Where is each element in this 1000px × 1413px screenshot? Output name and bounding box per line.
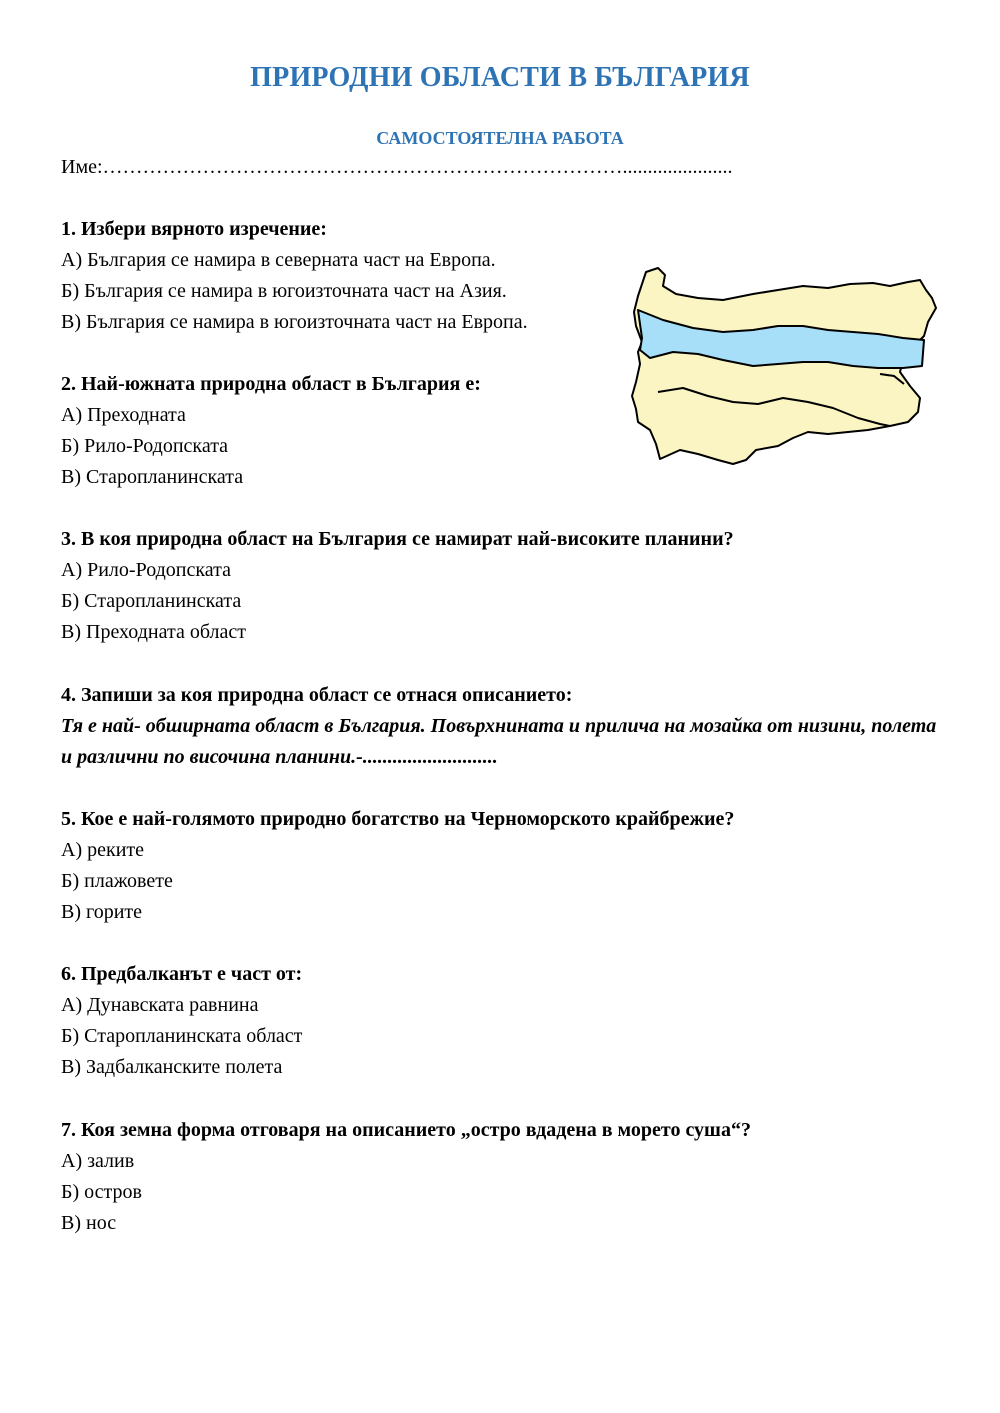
- answer-option[interactable]: А) България се намира в северната част на Европа.: [61, 249, 496, 271]
- name-field[interactable]: Име:……………………………………………………………………......................: [61, 156, 733, 178]
- question-1: [61, 214, 528, 338]
- bulgaria-regions-map-icon: [628, 264, 943, 469]
- question-2: [61, 369, 481, 493]
- answer-option[interactable]: Б) остров: [61, 1181, 142, 1203]
- answer-option[interactable]: Б) Рило-Родопската: [61, 435, 229, 457]
- question-heading: 4. Запиши за коя природна област се отнася описанието:: [61, 684, 573, 706]
- page-title: ПРИРОДНИ ОБЛАСТИ В БЪЛГАРИЯ: [250, 62, 750, 93]
- answer-option[interactable]: В) Преходната област: [61, 621, 246, 643]
- answer-option[interactable]: Б) Старопланинската: [61, 590, 242, 612]
- question-5: [61, 804, 734, 928]
- question-description-answer-field[interactable]: Тя е най- обширната област в България. Повърхнината и прилича на мозайка от низини, полета и различни по височина планини.-...........................: [61, 715, 937, 768]
- answer-option[interactable]: В) България се намира в югоизточната част на Европа.: [61, 311, 528, 333]
- answer-option[interactable]: А) Рило-Родопската: [61, 559, 232, 581]
- answer-option[interactable]: В) нос: [61, 1212, 117, 1234]
- question-4: [61, 680, 941, 773]
- question-heading: 6. Предбалканът е част от:: [61, 963, 303, 985]
- answer-option[interactable]: А) Преходната: [61, 404, 186, 426]
- question-heading: 1. Избери вярното изречение:: [61, 218, 327, 240]
- answer-option[interactable]: В) горите: [61, 901, 143, 923]
- question-heading: 7. Коя земна форма отговаря на описанието „остро вдадена в морето суша“?: [61, 1119, 751, 1141]
- question-heading: 2. Най-южната природна област в България е:: [61, 373, 481, 395]
- answer-option[interactable]: Б) България се намира в югоизточната част на Азия.: [61, 280, 507, 302]
- answer-option[interactable]: А) реките: [61, 839, 145, 861]
- answer-option[interactable]: Б) Старопланинската област: [61, 1025, 303, 1047]
- question-3: [61, 524, 734, 648]
- question-heading: 5. Кое е най-голямото природно богатство на Черноморското крайбрежие?: [61, 808, 735, 830]
- page-subtitle: САМОСТОЯТЕЛНА РАБОТА: [376, 128, 624, 148]
- question-6: [61, 959, 302, 1083]
- answer-option[interactable]: А) залив: [61, 1150, 135, 1172]
- answer-option[interactable]: А) Дунавската равнина: [61, 994, 259, 1016]
- answer-option[interactable]: В) Задбалканските полета: [61, 1056, 283, 1078]
- question-7: [61, 1115, 751, 1239]
- question-heading: 3. В коя природна област на България се намират най-високите планини?: [61, 528, 734, 550]
- answer-option[interactable]: Б) плажовете: [61, 870, 173, 892]
- answer-option[interactable]: В) Старопланинската: [61, 466, 244, 488]
